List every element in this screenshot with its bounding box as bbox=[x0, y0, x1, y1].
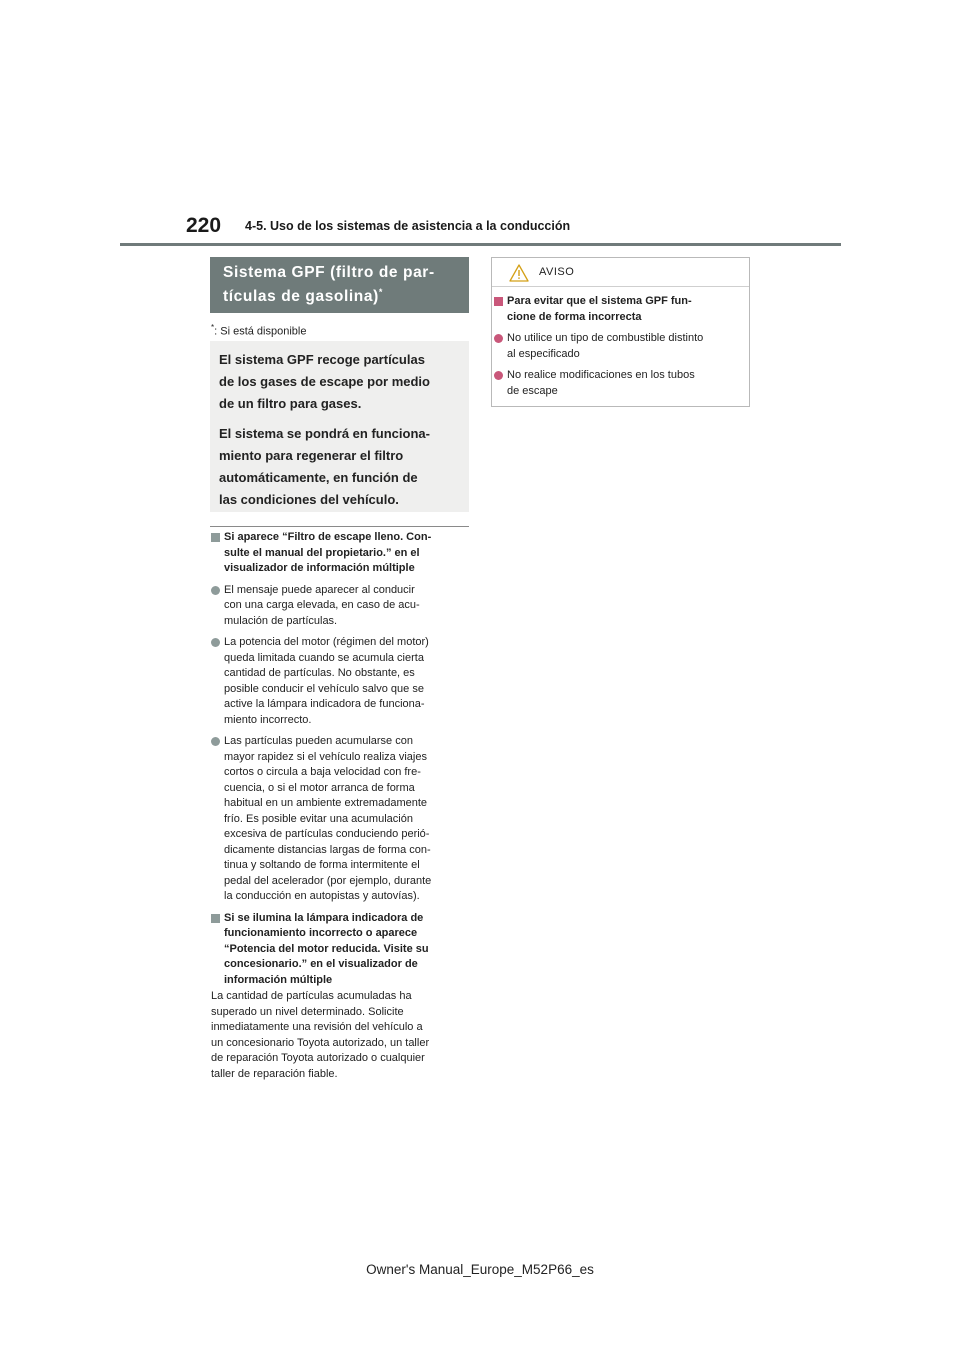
warning-box bbox=[491, 257, 750, 407]
text-line: sulte el manual del propietario.” en el bbox=[224, 546, 420, 559]
text-line: El mensaje puede aparecer al conducir bbox=[224, 583, 415, 596]
text-line: funcionamiento incorrecto o aparece bbox=[224, 927, 418, 939]
text-line: automáticamente, en función de bbox=[219, 470, 418, 485]
list-item bbox=[211, 635, 469, 728]
footer-text: Owner's Manual_Europe_M52P66_es bbox=[366, 1262, 594, 1277]
main-content bbox=[211, 530, 469, 1082]
subheading-text bbox=[224, 530, 469, 577]
body-paragraph bbox=[211, 989, 469, 1082]
warning-subheading-text bbox=[507, 294, 744, 325]
text-line: cione de forma incorrecta bbox=[507, 310, 642, 323]
text-line: superado un nivel determinado. Solicite bbox=[211, 1005, 404, 1018]
list-item bbox=[211, 583, 469, 630]
round-bullet-icon bbox=[211, 737, 220, 746]
section-divider bbox=[210, 526, 469, 527]
text-line: cantidad de partículas. No obstante, es bbox=[224, 667, 415, 679]
summary-paragraph-2 bbox=[219, 423, 461, 511]
text-line: posible conducir el vehículo salvo que se bbox=[224, 682, 424, 695]
text-line: al especificado bbox=[507, 347, 580, 360]
text-line: mulación de partículas. bbox=[224, 614, 338, 627]
text-line: La cantidad de partículas acumuladas ha bbox=[211, 990, 412, 1002]
text-line: inmediatamente una revisión del vehículo a bbox=[211, 1021, 423, 1033]
text-line: la conducción en autopistas y autovías). bbox=[224, 890, 420, 902]
subheading-filter-full bbox=[211, 530, 469, 577]
text-line: visualizador de información múltiple bbox=[224, 562, 415, 574]
text-line: La potencia del motor (régimen del motor) bbox=[224, 636, 429, 648]
text-line: El sistema se pondrá en funciona- bbox=[219, 426, 430, 441]
text-line: miento para regenerar el filtro bbox=[219, 448, 404, 463]
text-line: información múltiple bbox=[224, 973, 333, 986]
warning-list-item bbox=[494, 368, 744, 399]
text-line: con una carga elevada, en caso de acu- bbox=[224, 599, 420, 611]
text-line: cortos o circula a baja velocidad con fre- bbox=[224, 766, 421, 778]
text-line: Si se ilumina la lámpara indicadora de bbox=[224, 911, 424, 924]
section-title-line-2 bbox=[223, 285, 457, 309]
text-line: de los gases de escape por medio bbox=[219, 374, 430, 389]
subheading-malfunction-lamp bbox=[211, 911, 469, 989]
warning-triangle-icon bbox=[509, 264, 529, 282]
text-line: No utilice un tipo de combustible distinto bbox=[507, 332, 704, 344]
text-line: active la lámpara indicadora de funciona- bbox=[224, 698, 425, 710]
warning-list-item-text bbox=[507, 368, 744, 399]
text-line: las condiciones del vehículo. bbox=[219, 492, 399, 507]
round-bullet-icon bbox=[494, 334, 503, 343]
text-line: queda limitada cuando se acumula cierta bbox=[224, 651, 424, 664]
text-line: frío. Es posible evitar una acumulación bbox=[224, 812, 413, 825]
square-bullet-icon bbox=[211, 914, 220, 923]
text-line: Las partículas pueden acumularse con bbox=[224, 735, 413, 747]
warning-list-item-text bbox=[507, 331, 744, 362]
text-line: habitual en un ambiente extremadamente bbox=[224, 797, 428, 809]
list-item bbox=[211, 734, 469, 905]
text-line: excesiva de partículas conduciendo perió- bbox=[224, 828, 430, 840]
warning-list-item bbox=[494, 331, 744, 362]
section-title-line-1: Sistema GPF (filtro de par- bbox=[223, 264, 435, 281]
header-rule bbox=[120, 243, 841, 246]
text-line: un concesionario Toyota autorizado, un taller bbox=[211, 1036, 430, 1049]
text-line: El sistema GPF recoge partículas bbox=[219, 352, 425, 367]
round-bullet-icon bbox=[211, 586, 220, 595]
text-line: de un filtro para gases. bbox=[219, 396, 362, 411]
round-bullet-icon bbox=[494, 371, 503, 380]
availability-footnote bbox=[211, 323, 306, 338]
footnote-mark: * bbox=[211, 323, 215, 332]
section-title-text: tículas de gasolina) bbox=[223, 288, 379, 305]
text-line: taller de reparación fiable. bbox=[211, 1067, 338, 1080]
text-line: concesionario.” en el visualizador de bbox=[224, 958, 418, 970]
footnote-text: : Si está disponible bbox=[214, 325, 307, 338]
text-line: Para evitar que el sistema GPF fun- bbox=[507, 295, 692, 307]
list-item-text bbox=[224, 583, 469, 630]
text-line: miento incorrecto. bbox=[224, 713, 312, 726]
text-line: mayor rapidez si el vehículo realiza viajes bbox=[224, 750, 427, 763]
chapter-title: 4-5. Uso de los sistemas de asistencia a la conducción bbox=[245, 219, 571, 233]
square-bullet-icon bbox=[494, 297, 503, 306]
section-title-mark: * bbox=[378, 286, 383, 297]
warning-label: AVISO bbox=[539, 266, 575, 278]
text-line: tinua y soltando de forma intermitente el bbox=[224, 859, 420, 871]
round-bullet-icon bbox=[211, 638, 220, 647]
warning-header bbox=[492, 258, 749, 287]
warning-subheading bbox=[494, 294, 744, 325]
page-number: 220 bbox=[186, 214, 222, 237]
section-title-box bbox=[210, 257, 469, 313]
text-line: de reparación Toyota autorizado o cualquier bbox=[211, 1052, 425, 1064]
subheading-text bbox=[224, 911, 469, 989]
text-line: de escape bbox=[507, 384, 558, 397]
summary-box bbox=[210, 341, 469, 512]
text-line: cuencia, o si el motor arranca de forma bbox=[224, 781, 415, 794]
square-bullet-icon bbox=[211, 533, 220, 542]
warning-body bbox=[494, 294, 744, 405]
text-line: dicamente distancias largas de forma con- bbox=[224, 843, 431, 856]
text-line: Si aparece “Filtro de escape lleno. Con- bbox=[224, 531, 432, 543]
list-item-text bbox=[224, 734, 469, 905]
summary-paragraph-1 bbox=[219, 349, 461, 415]
text-line: pedal del acelerador (por ejemplo, durante bbox=[224, 874, 432, 887]
text-line: No realice modificaciones en los tubos bbox=[507, 369, 695, 381]
text-line: “Potencia del motor reducida. Visite su bbox=[224, 942, 429, 955]
list-item-text bbox=[224, 635, 469, 728]
